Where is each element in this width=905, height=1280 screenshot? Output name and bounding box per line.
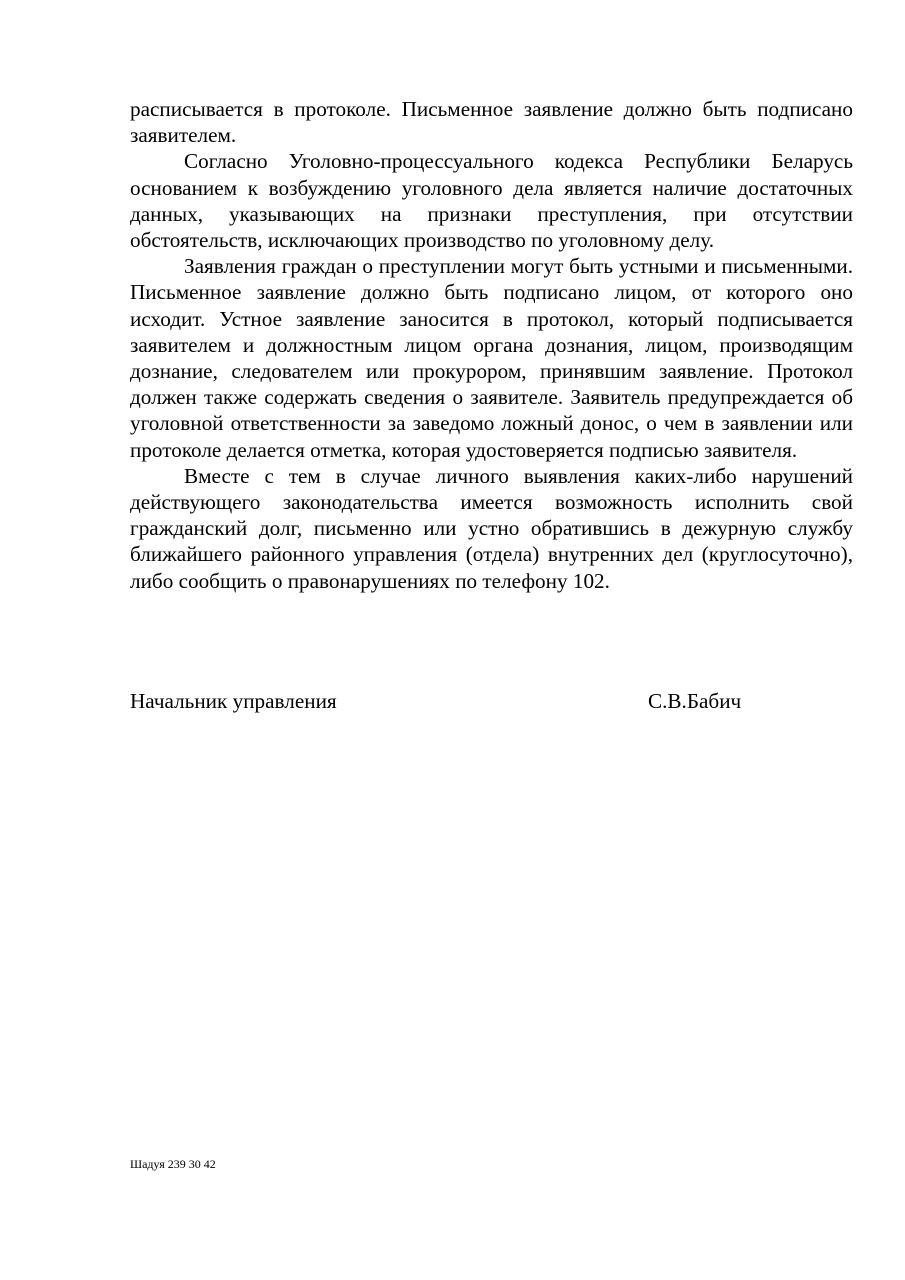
footer-note: Шадуя 239 30 42: [130, 1157, 216, 1171]
document-body: [130, 96, 853, 594]
paragraph-criminal-procedure: Согласно Уголовно-процессуального кодекса Республики Беларусь основанием к возбуждению уголовного дела является наличие достаточных данных, указывающих на признаки преступления, при отсутствии обстоятельств, исключающих производство по уголовному делу.: [130, 149, 853, 253]
paragraph-citizen-statements: Заявления граждан о преступлении могут быть устными и письменными. Письменное заявление должно быть подписано лицом, от которого оно исходит. Устное заявление заносится в протокол, который подписывается заявителем и должностным лицом органа дознания, лицом, производящим дознание, следователем или прокурором, принявшим заявление. Протокол должен также содержать сведения о заявителе. Заявитель предупреждается об уголовной ответственности за заведомо ложный донос, о чем в заявлении или протоколе делается отметка, которая удостоверяется подписью заявителя.: [130, 254, 853, 462]
paragraph-reporting-violations: Вместе с тем в случае личного выявления каких-либо нарушений действующего законодательства имеется возможность исполнить свой гражданский долг, письменно или устно обратившись в дежурную службу ближайшего районного управления (отдела) внутренних дел (круглосуточно), либо сообщить о правонарушениях по телефону 102.: [130, 463, 853, 593]
signature-title: Начальник управления: [130, 689, 337, 713]
paragraph-continuation: расписывается в протоколе. Письменное заявление должно быть подписано заявителем.: [130, 97, 853, 148]
signature-name: С.В.Бабич: [648, 689, 742, 713]
